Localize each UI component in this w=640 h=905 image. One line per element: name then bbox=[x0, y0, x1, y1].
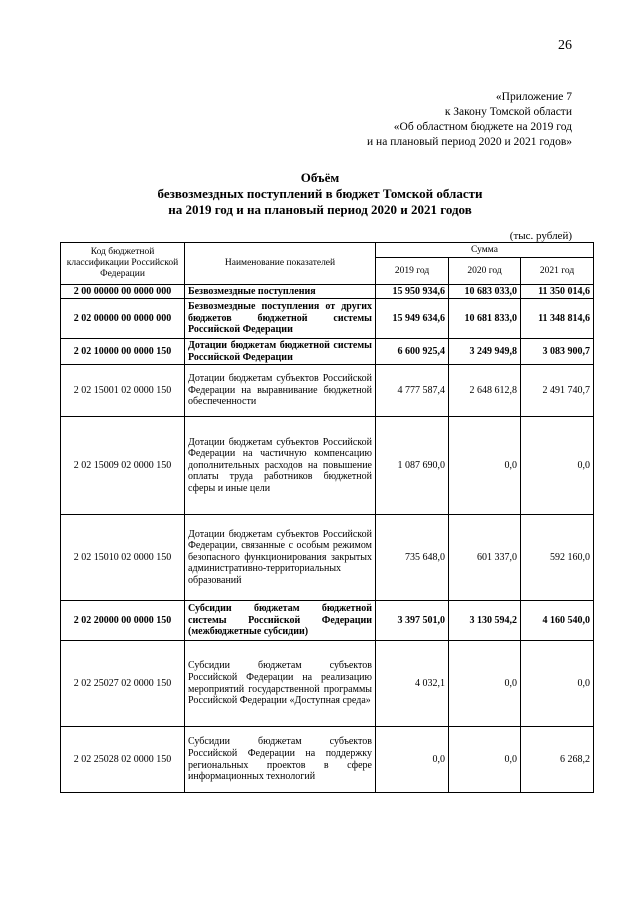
row-code: 2 02 15010 02 0000 150 bbox=[61, 515, 185, 601]
value-2021: 592 160,0 bbox=[521, 515, 594, 601]
header-year: 2019 год bbox=[376, 258, 449, 285]
value-2020: 3 249 949,8 bbox=[449, 339, 521, 365]
header-name: Наименование показателей bbox=[185, 243, 376, 285]
row-name: Дотации бюджетам субъектов Российской Федерации на частичную компенсацию дополнительных расходов на повышение оплаты труда работников бюджетной сферы и иные цели bbox=[185, 417, 376, 515]
value-2020: 0,0 bbox=[449, 727, 521, 793]
table-row bbox=[61, 285, 594, 299]
table-row bbox=[61, 641, 594, 727]
value-2021: 2 491 740,7 bbox=[521, 365, 594, 417]
value-2021: 4 160 540,0 bbox=[521, 601, 594, 641]
table-row bbox=[61, 299, 594, 339]
row-code: 2 02 25027 02 0000 150 bbox=[61, 641, 185, 727]
value-2019: 3 397 501,0 bbox=[376, 601, 449, 641]
row-code: 2 02 15009 02 0000 150 bbox=[61, 417, 185, 515]
value-2019: 6 600 925,4 bbox=[376, 339, 449, 365]
appendix-line: и на плановый период 2020 и 2021 годов» bbox=[367, 136, 572, 148]
row-code: 2 02 15001 02 0000 150 bbox=[61, 365, 185, 417]
unit-label: (тыс. рублей) bbox=[509, 230, 572, 242]
value-2021: 6 268,2 bbox=[521, 727, 594, 793]
row-name: Безвозмездные поступления bbox=[185, 285, 376, 299]
header-sum: Сумма bbox=[376, 243, 594, 258]
value-2020: 10 683 033,0 bbox=[449, 285, 521, 299]
value-2021: 11 350 014,6 bbox=[521, 285, 594, 299]
row-code: 2 02 10000 00 0000 150 bbox=[61, 339, 185, 365]
value-2021: 3 083 900,7 bbox=[521, 339, 594, 365]
value-2021: 11 348 814,6 bbox=[521, 299, 594, 339]
title-line: на 2019 год и на плановый период 2020 и 2021 годов bbox=[168, 202, 472, 217]
value-2020: 0,0 bbox=[449, 641, 521, 727]
value-2020: 0,0 bbox=[449, 417, 521, 515]
value-2019: 1 087 690,0 bbox=[376, 417, 449, 515]
table-row bbox=[61, 365, 594, 417]
title-line: Объём bbox=[300, 170, 340, 185]
value-2020: 3 130 594,2 bbox=[449, 601, 521, 641]
value-2021: 0,0 bbox=[521, 417, 594, 515]
row-name: Безвозмездные поступления от других бюджетов бюджетной системы Российской Федерации bbox=[185, 299, 376, 339]
appendix-line: «Об областном бюджете на 2019 год bbox=[393, 121, 572, 133]
row-name: Субсидии бюджетам субъектов Российской Федерации на реализацию мероприятий государственной программы Российской Федерации «Доступная среда» bbox=[185, 641, 376, 727]
table-row bbox=[61, 601, 594, 641]
row-name: Субсидии бюджетам субъектов Российской Федерации на поддержку региональных проектов в сфере информационных технологий bbox=[185, 727, 376, 793]
appendix-note bbox=[367, 90, 572, 150]
row-name: Дотации бюджетам субъектов Российской Федерации на выравнивание бюджетной обеспеченности bbox=[185, 365, 376, 417]
value-2020: 10 681 833,0 bbox=[449, 299, 521, 339]
appendix-line: «Приложение 7 bbox=[495, 91, 572, 103]
document-title bbox=[60, 170, 580, 218]
row-name: Субсидии бюджетам бюджетной системы Российской Федерации (межбюджетные субсидии) bbox=[185, 601, 376, 641]
value-2019: 15 950 934,6 bbox=[376, 285, 449, 299]
value-2019: 15 949 634,6 bbox=[376, 299, 449, 339]
row-code: 2 02 25028 02 0000 150 bbox=[61, 727, 185, 793]
value-2019: 4 777 587,4 bbox=[376, 365, 449, 417]
header-year: 2020 год bbox=[449, 258, 521, 285]
value-2020: 2 648 612,8 bbox=[449, 365, 521, 417]
row-name: Дотации бюджетам субъектов Российской Федерации, связанные с особым режимом безопасного функционирования закрытых административно-территориальных образований bbox=[185, 515, 376, 601]
appendix-line: к Закону Томской области bbox=[444, 106, 572, 118]
table-row bbox=[61, 727, 594, 793]
row-code: 2 02 20000 00 0000 150 bbox=[61, 601, 185, 641]
value-2021: 0,0 bbox=[521, 641, 594, 727]
table-row bbox=[61, 417, 594, 515]
row-code: 2 02 00000 00 0000 000 bbox=[61, 299, 185, 339]
title-line: безвозмездных поступлений в бюджет Томской области bbox=[157, 186, 483, 201]
value-2019: 4 032,1 bbox=[376, 641, 449, 727]
value-2019: 735 648,0 bbox=[376, 515, 449, 601]
table-row bbox=[61, 515, 594, 601]
value-2020: 601 337,0 bbox=[449, 515, 521, 601]
revenue-table bbox=[60, 242, 594, 793]
row-code: 2 00 00000 00 0000 000 bbox=[61, 285, 185, 299]
table-row bbox=[61, 339, 594, 365]
value-2019: 0,0 bbox=[376, 727, 449, 793]
header-code: Код бюджетной классификации Российской Федерации bbox=[61, 243, 185, 285]
page-number: 26 bbox=[558, 38, 572, 53]
header-year: 2021 год bbox=[521, 258, 594, 285]
row-name: Дотации бюджетам бюджетной системы Российской Федерации bbox=[185, 339, 376, 365]
